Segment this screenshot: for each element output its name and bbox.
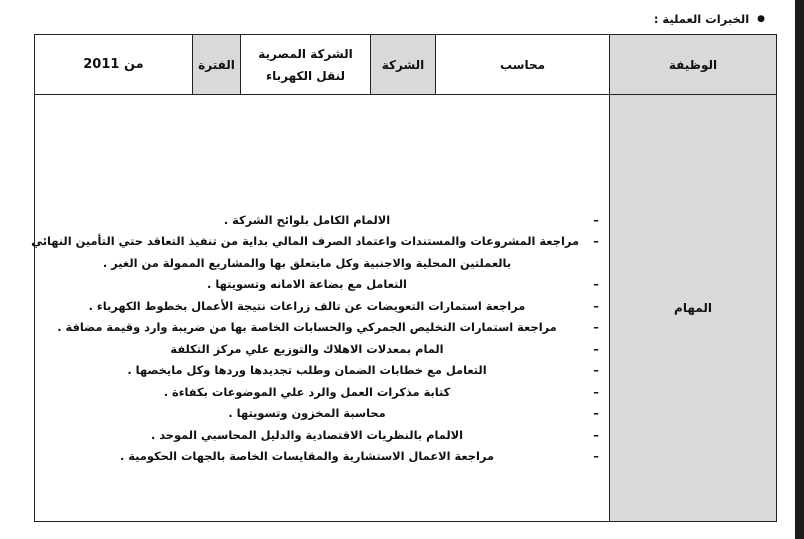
task-text: بالعملتين المحلية والاجنبية وكل مايتعلق بها والمشاريع الممولة من الغير .	[102, 255, 512, 270]
period-value-cell: من 2011	[35, 35, 193, 95]
task-text: كتابة مذكرات العمل والرد علي الموضوعات بكفاءة .	[163, 384, 451, 399]
dash-bullet-icon: –	[593, 363, 599, 377]
task-text: الالمام بالنظريات الاقتصادية والدليل المحاسبي الموحد .	[150, 427, 464, 442]
task-item	[35, 403, 599, 425]
task-item	[35, 425, 599, 447]
company-value-cell: الشركة المصرية لنقل الكهرباء	[241, 35, 371, 95]
page-edge-strip	[795, 0, 804, 539]
dash-bullet-icon: –	[593, 320, 599, 334]
task-text: محاسبة المخزون وتسويتها .	[228, 406, 386, 420]
dash-bullet-icon: –	[593, 277, 599, 291]
dash-bullet-icon: –	[593, 449, 599, 463]
dash-bullet-icon: –	[593, 298, 599, 313]
task-item	[35, 296, 599, 318]
task-text: مراجعة استمارات التخليص الجمركي والحسابات الخاصة بها من ضريبة وارد وقيمة مضافة .	[57, 320, 557, 334]
task-item	[35, 210, 599, 232]
section-header	[654, 12, 765, 26]
bullet-icon: ●	[757, 14, 765, 24]
dash-bullet-icon: –	[593, 406, 599, 420]
task-item	[35, 253, 599, 275]
dash-bullet-icon: –	[593, 341, 599, 356]
job-value-cell: محاسب	[436, 35, 610, 95]
dash-bullet-icon: –	[593, 212, 599, 227]
tasks-label-cell: المهام	[610, 95, 777, 522]
dash-bullet-icon: –	[593, 234, 599, 248]
table-header-row	[35, 35, 777, 95]
task-item	[35, 382, 599, 404]
task-item	[35, 446, 599, 468]
task-text: التعامل مع خطابات الضمان وطلب تجديدها وردها وكل مايخصها .	[127, 363, 487, 377]
company-label-cell: الشركة	[371, 35, 436, 95]
task-text: مراجعة المشروعات والمستندات واعتماد الصرف المالي بداية من تنفيذ التعاقد حتي التأمين النهائي	[31, 234, 579, 248]
task-item	[35, 317, 599, 339]
task-item	[31, 231, 599, 253]
task-item	[35, 360, 599, 382]
period-label-cell: الفترة	[193, 35, 241, 95]
task-text: المام بمعدلات الاهلاك والتوزيع علي مركز التكلفة	[170, 341, 444, 356]
table-tasks-row	[35, 95, 777, 522]
tasks-content-cell	[31, 95, 610, 522]
dash-bullet-icon: –	[593, 384, 599, 399]
tasks-list	[31, 149, 609, 468]
experience-table	[31, 34, 777, 522]
section-title: الخبرات العملية :	[653, 12, 750, 26]
task-text: مراجعة الاعمال الاستشارية والمقايسات الخاصة بالجهات الحكومية .	[119, 449, 495, 463]
job-label-cell: الوظيفة	[610, 35, 777, 95]
task-text: الالمام الكامل بلوائح الشركة .	[223, 212, 391, 227]
task-item	[35, 339, 599, 361]
task-text: التعامل مع بضاعة الامانه وتسويتها .	[207, 277, 407, 291]
dash-bullet-icon: –	[593, 427, 599, 442]
task-text: مراجعة استمارات التعويضات عن تالف زراعات نتيجة الأعمال بخطوط الكهرباء .	[88, 298, 526, 313]
task-item	[35, 274, 599, 296]
